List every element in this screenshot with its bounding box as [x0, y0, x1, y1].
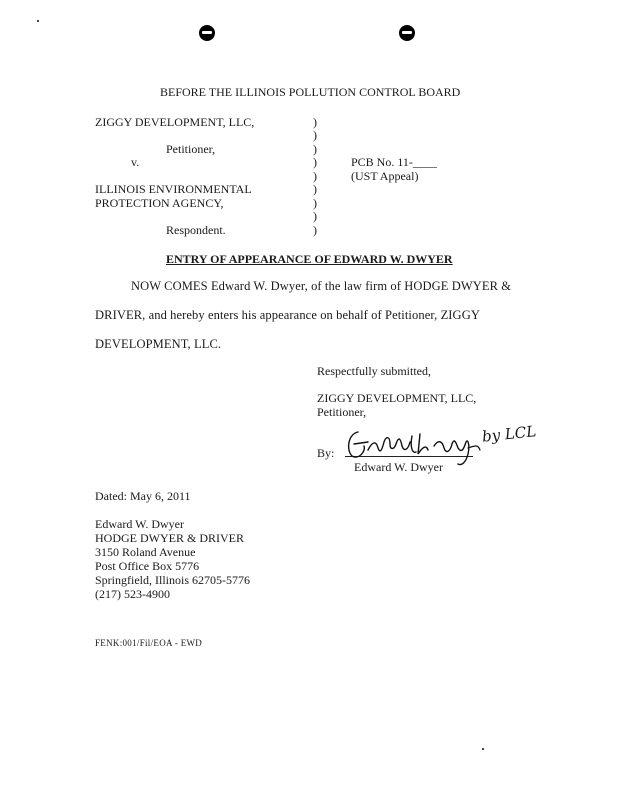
address-phone: (217) 523-4900 — [95, 587, 170, 601]
by-label: By: — [317, 446, 335, 460]
address-city: Springfield, Illinois 62705-5776 — [95, 573, 250, 587]
respondent-name-line2: PROTECTION AGENCY, — [95, 196, 224, 210]
scan-speck — [37, 20, 39, 22]
dated-line: Dated: May 6, 2011 — [95, 489, 191, 503]
address-firm: HODGE DWYER & DRIVER — [95, 531, 244, 545]
case-type: (UST Appeal) — [351, 169, 419, 183]
closing-party-role: Petitioner, — [317, 405, 367, 419]
board-heading: BEFORE THE ILLINOIS POLLUTION CONTROL BOARD — [160, 85, 461, 99]
caption-paren: ) — [313, 223, 317, 237]
signature-name: Edward W. Dwyer — [354, 460, 443, 474]
caption-paren: ) — [313, 169, 317, 183]
body-line-2: DRIVER, and hereby enters his appearance on behalf of Petitioner, ZIGGY — [95, 308, 480, 322]
respectfully-submitted: Respectfully submitted, — [317, 364, 431, 378]
address-street: 3150 Roland Avenue — [95, 545, 196, 559]
closing-party: ZIGGY DEVELOPMENT, LLC, — [317, 391, 477, 405]
respondent-role: Respondent. — [166, 223, 226, 237]
caption-paren: ) — [313, 115, 317, 129]
caption-paren: ) — [313, 155, 317, 169]
punch-hole-right — [399, 25, 415, 41]
petitioner-name: ZIGGY DEVELOPMENT, LLC, — [95, 115, 255, 129]
petitioner-role: Petitioner, — [166, 142, 216, 156]
caption-paren: ) — [313, 142, 317, 156]
body-line-1: NOW COMES Edward W. Dwyer, of the law firm of HODGE DWYER & — [131, 279, 512, 293]
caption-paren: ) — [313, 182, 317, 196]
signature-annotation: by LCL — [481, 422, 538, 446]
scan-speck — [482, 748, 484, 750]
caption-paren: ) — [313, 128, 317, 142]
address-po-box: Post Office Box 5776 — [95, 559, 200, 573]
file-reference: FENK:001/Fil/EOA - EWD — [95, 638, 203, 648]
respondent-name-line1: ILLINOIS ENVIRONMENTAL — [95, 182, 252, 196]
body-line-3: DEVELOPMENT, LLC. — [95, 337, 222, 351]
entry-title: ENTRY OF APPEARANCE OF EDWARD W. DWYER — [166, 252, 453, 266]
address-name: Edward W. Dwyer — [95, 517, 184, 531]
caption-paren: ) — [313, 196, 317, 210]
punch-hole-left — [199, 25, 215, 41]
caption-paren: ) — [313, 209, 317, 223]
case-number: PCB No. 11-____ — [351, 155, 437, 169]
versus-label: v. — [131, 155, 140, 169]
